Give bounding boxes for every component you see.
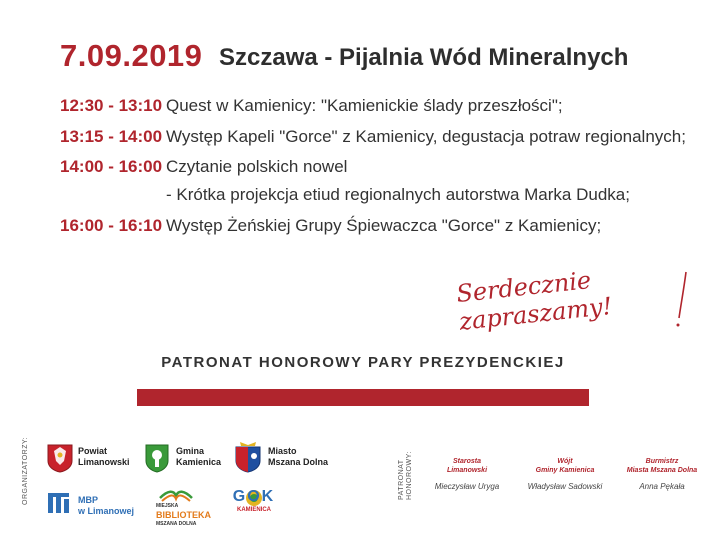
biblioteka-book-icon — [158, 488, 194, 502]
schedule-desc: Czytanie polskich nowel — [166, 157, 348, 176]
schedule-row — [60, 216, 601, 236]
schedule-time: 13:15 - 14:00 — [60, 127, 163, 146]
schedule-row — [60, 157, 347, 177]
schedule-desc: Występ Kapeli "Gorce" z Kamienicy, degustacja potraw regionalnych; — [166, 127, 686, 146]
honorary-person: Wójt Gminy Kamienica — [535, 458, 595, 474]
event-date: 7.09.2019 — [60, 38, 203, 73]
gok-logo-text: GOK KAMIENICA — [232, 488, 276, 513]
powiat-logo-text: Powiat Limanowski — [78, 446, 130, 467]
mbp-logo-text: MBP w Limanowej — [78, 495, 135, 516]
powiat-crest-icon — [46, 443, 74, 473]
gmina-crest-icon — [144, 443, 170, 473]
honorary-label: PATRONAT HONOROWY: — [398, 451, 413, 500]
schedule-time: 14:00 - 16:00 — [60, 157, 163, 176]
schedule-desc: Quest w Kamienicy: "Kamienickie ślady przeszłości"; — [166, 96, 563, 115]
signature-invitation: Serdecznie zapraszamy! — [455, 266, 614, 336]
miasto-logo-text: Miasto Mszana Dolna — [268, 446, 329, 467]
honorary-name: Anna Pękała — [639, 482, 685, 491]
schedule-subline: - Krótka projekcja etiud regionalnych autorstwa Marka Dudka; — [166, 185, 630, 204]
mbp-logo-icon — [46, 491, 72, 515]
schedule-desc: Występ Żeńskiej Grupy Śpiewaczca "Gorce" z Kamienicy; — [166, 216, 602, 235]
schedule-row — [60, 127, 686, 147]
gmina-logo-text: Gmina Kamienica — [176, 446, 222, 467]
honorary-name: Władysław Sadowski — [527, 482, 603, 491]
red-divider-bar — [137, 389, 589, 406]
honorary-person: Starosta Limanowski — [446, 458, 488, 474]
miasto-crest-icon — [234, 441, 262, 473]
honorary-name: Mieczysław Uryga — [434, 482, 500, 491]
organizers-label: ORGANIZATORZY: — [22, 436, 29, 505]
schedule-time: 12:30 - 13:10 — [60, 96, 163, 115]
schedule-time: 16:00 - 16:10 — [60, 216, 163, 235]
event-place: Szczawa - Pijalnia Wód Mineralnych — [219, 44, 629, 71]
honorary-person: Burmistrz Miasta Mszana Dolna — [626, 458, 698, 474]
patronat-heading: PATRONAT HONOROWY PARY PREZYDENCKIEJ — [161, 354, 565, 371]
schedule-row — [60, 96, 563, 116]
signature-flourish — [672, 270, 692, 330]
biblioteka-logo-text: MIEJSKA BIBLIOTEKA MSZANA DOLNA — [156, 503, 211, 527]
